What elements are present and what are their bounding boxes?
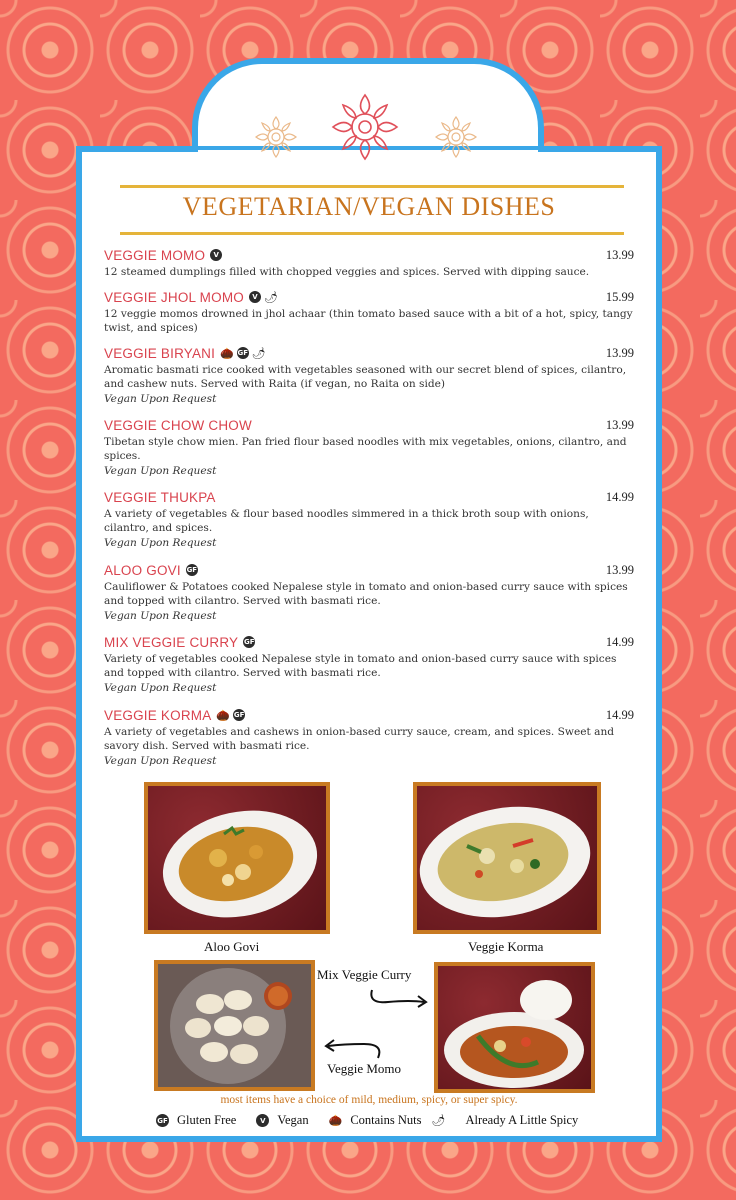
item-price: 14.99 xyxy=(605,707,634,722)
title-rule-bottom xyxy=(120,232,624,235)
arrow-left-icon xyxy=(318,1036,388,1062)
caption-veggie-momo: Veggie Momo xyxy=(327,1061,402,1076)
item-price: 13.99 xyxy=(605,562,634,577)
photo-aloo-govi xyxy=(144,782,330,934)
nut-icon: 🌰 xyxy=(328,1114,343,1127)
vegan-icon: V xyxy=(256,1114,269,1127)
menu-item-veggie-momo xyxy=(104,246,634,279)
arrow-right-icon xyxy=(366,986,436,1010)
item-description: A variety of vegetables and cashews in onion-based curry sauce, cream, and spices. Sweet and savory dish. Served with basmati rice. xyxy=(104,726,615,752)
menu-item-aloo-govi xyxy=(104,561,634,622)
legend-gluten-free: Gluten Free xyxy=(177,1113,237,1127)
item-description: Tibetan style chow mien. Pan fried flour based noodles with mix vegetables, onions, cilantro, and spices. xyxy=(104,436,627,462)
legend-vegan: Vegan xyxy=(277,1113,309,1127)
mandala-small-right-icon xyxy=(432,114,480,160)
caption-veggie-korma: Veggie Korma xyxy=(468,939,544,954)
legend-spicy: Already A Little Spicy xyxy=(465,1113,579,1127)
item-name: VEGGIE BIRYANI xyxy=(104,345,216,361)
caption-mix-veggie-curry: Mix Veggie Curry xyxy=(317,967,412,982)
item-price: 14.99 xyxy=(605,489,634,504)
photo-mix-veggie-curry xyxy=(434,962,595,1093)
gluten-free-icon: GF xyxy=(233,711,245,719)
menu-item-mix-veggie-curry xyxy=(104,633,634,694)
nut-icon: 🌰 xyxy=(216,708,231,722)
vegan-icon: V xyxy=(249,291,261,303)
menu-item-veggie-korma xyxy=(104,706,634,767)
item-description: Cauliflower & Potatoes cooked Nepalese style in tomato and onion-based curry sauce with spices and topped with cilantro. Served with basmati rice. xyxy=(104,581,628,607)
item-name: MIX VEGGIE CURRY xyxy=(104,634,239,650)
spice-level-note: most items have a choice of mild, medium, spicy, or super spicy. xyxy=(220,1094,518,1106)
menu-item-veggie-thukpa xyxy=(104,488,634,549)
item-name: VEGGIE KORMA xyxy=(104,707,212,723)
photo-veggie-korma xyxy=(413,782,601,934)
item-price: 14.99 xyxy=(605,634,634,649)
item-name: VEGGIE THUKPA xyxy=(104,489,216,505)
page-title: VEGETARIAN/VEGAN DISHES xyxy=(182,192,556,221)
gluten-free-icon: GF xyxy=(243,638,255,646)
caption-aloo-govi: Aloo Govi xyxy=(204,939,260,954)
chili-icon: 🌶 xyxy=(263,290,278,304)
photo-veggie-momo xyxy=(154,960,315,1091)
item-description: 12 veggie momos drowned in jhol achaar (thin tomato based sauce with a bit of a hot, spicy, tangy twist, and spices) xyxy=(104,308,633,334)
item-note: Vegan Upon Request xyxy=(104,610,217,622)
item-description: 12 steamed dumplings filled with chopped veggies and spices. Served with dipping sauce. xyxy=(104,266,590,278)
menu-item-veggie-biryani xyxy=(104,344,634,405)
item-description: A variety of vegetables & flour based noodles simmered in a thick broth soup with onions, cilantro, and spices. xyxy=(104,508,589,534)
legend xyxy=(156,1113,578,1128)
chili-icon: 🌶 xyxy=(251,346,266,360)
item-price: 13.99 xyxy=(605,247,634,262)
item-note: Vegan Upon Request xyxy=(104,393,217,405)
item-description: Variety of vegetables cooked Nepalese style in tomato and onion-based curry sauce with spices and topped with cilantro. Served with basmati rice. xyxy=(104,653,617,679)
mandala-large-icon xyxy=(318,92,412,162)
gluten-free-icon: GF xyxy=(237,349,249,357)
item-name: VEGGIE CHOW CHOW xyxy=(104,417,252,433)
legend-contains-nuts: Contains Nuts xyxy=(350,1113,422,1127)
nut-icon: 🌰 xyxy=(220,346,234,360)
gluten-free-icon: GF xyxy=(156,1114,169,1127)
item-note: Vegan Upon Request xyxy=(104,537,217,549)
item-name: ALOO GOVI xyxy=(104,562,181,578)
menu-item-veggie-jhol-momo xyxy=(104,288,634,335)
item-note: Vegan Upon Request xyxy=(104,682,217,694)
item-description: Aromatic basmati rice cooked with vegetables seasoned with our secret blend of spices, cilantro, and cashew nuts. Served with Raita (if vegan, no Raita on side) xyxy=(104,364,627,390)
gluten-free-icon: GF xyxy=(186,566,198,574)
vegan-icon: V xyxy=(210,249,222,261)
item-price: 13.99 xyxy=(605,417,634,432)
item-name: VEGGIE JHOL MOMO xyxy=(104,289,244,305)
item-price: 15.99 xyxy=(605,289,634,304)
mandala-small-left-icon xyxy=(252,114,300,160)
item-price: 13.99 xyxy=(605,345,634,360)
item-note: Vegan Upon Request xyxy=(104,465,217,477)
menu-item-veggie-chow-chow xyxy=(104,416,634,477)
chili-icon: 🌶 xyxy=(431,1114,446,1127)
item-name: VEGGIE MOMO xyxy=(104,247,206,263)
item-note: Vegan Upon Request xyxy=(104,755,217,767)
title-rule-top xyxy=(120,185,624,188)
